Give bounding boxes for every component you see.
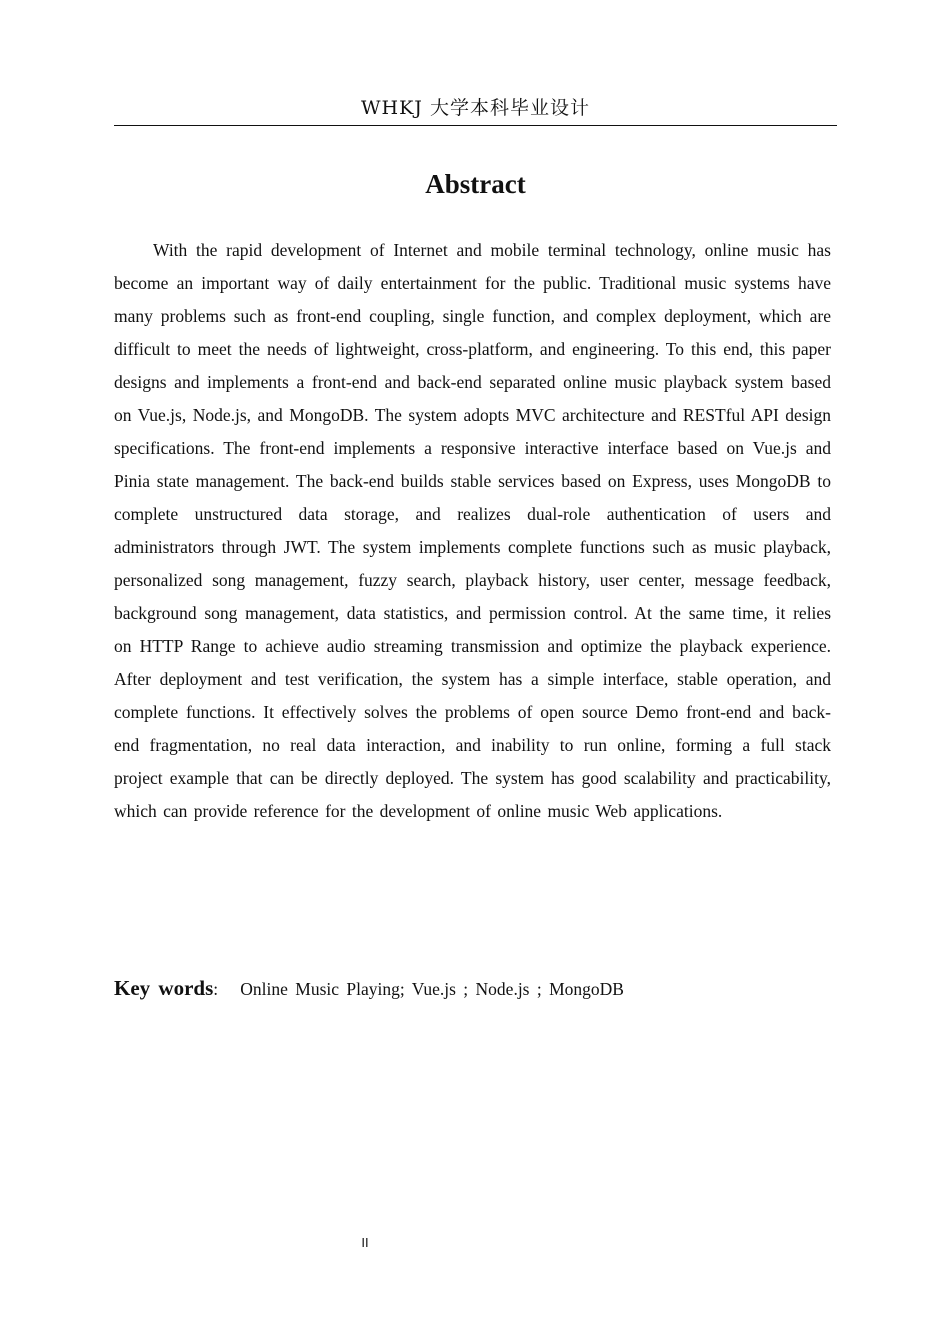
abstract-title: Abstract [425,169,526,199]
running-header: WHKJ 大学本科毕业设计 [361,97,590,119]
keywords-separator: : [213,979,219,999]
page-number: II [361,1235,369,1250]
header-divider [114,125,837,126]
keywords-label: Key words [114,976,214,1000]
keywords-line [114,972,837,1005]
abstract-body: With the rapid development of Internet and mobile terminal technology, online music has become an important way of daily entertainment for the public. Traditional music systems have many problems such as front-end coupling, single function, and complex deployment, which are difficult to meet the needs of lightweight, cross-platform, and engineering. To this end, this paper designs and implements a front-end and back-end separated online music playback system based on Vue.js, Node.js, and MongoDB. The system adopts MVC architecture and RESTful API design specifications. The front-end implements a responsive interactive interface based on Vue.js and Pinia state management. The back-end builds stable services based on Express, uses MongoDB to complete unstructured data storage, and realizes dual-role authentication of users and administrators through JWT. The system implements complete functions such as music playback, personalized song management, fuzzy search, playback history, user center, message feedback, background song management, data statistics, and permission control. At the same time, it relies on HTTP Range to achieve audio streaming transmission and optimize the playback experience. After deployment and test verification, the system has a simple interface, stable operation, and complete functions. It effectively solves the problems of open source Demo front-end and back-end fragmentation, no real data interaction, and inability to run online, forming a full stack project example that can be directly deployed. The system has good scalability and practicability, which can provide reference for the development of online music Web applications. [114,240,831,821]
keywords-values: Online Music Playing; Vue.js ; Node.js ; MongoDB [240,979,624,999]
